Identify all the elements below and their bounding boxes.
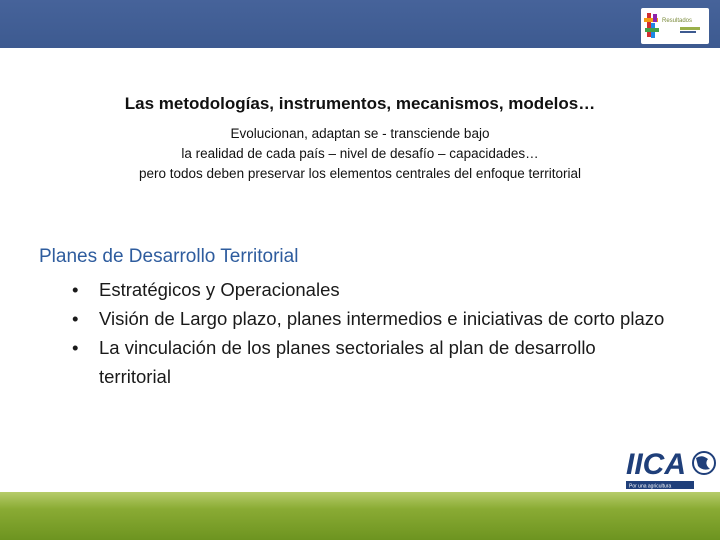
bullet-icon: •: [72, 279, 79, 300]
svg-text:Resultados: Resultados: [662, 18, 693, 24]
bullet-item: [72, 275, 672, 304]
header-bar: [0, 0, 720, 48]
bullet-text: Estratégicos y Operacionales: [99, 279, 340, 300]
bullet-icon: •: [72, 337, 79, 358]
svg-text:IICA: IICA: [626, 448, 686, 481]
subtitle-line: Evolucionan, adaptan se - transciende bajo: [230, 126, 490, 141]
slide-title: Las metodologías, instrumentos, mecanismos, modelos…: [124, 94, 596, 113]
footer-bar: [0, 492, 720, 540]
resultados-logo: [641, 8, 709, 44]
bullet-text: Visión de Largo plazo, planes intermedios e iniciativas de corto plazo: [99, 308, 665, 329]
subtitle-line: la realidad de cada país – nivel de desafío – capacidades…: [181, 146, 539, 161]
bullet-list: [72, 275, 672, 391]
bullet-item: [72, 333, 672, 391]
subtitle-line: pero todos deben preservar los elementos centrales del enfoque territorial: [138, 166, 581, 181]
bullet-icon: •: [72, 308, 79, 329]
iica-logo: [624, 444, 716, 492]
bullet-item: [72, 304, 672, 333]
bullet-text: La vinculación de los planes sectoriales al plan de desarrollo territorial: [99, 337, 596, 387]
svg-text:Por una agricultura: Por una agricultura: [629, 483, 672, 490]
slide-subtitle: [0, 124, 720, 184]
section-heading: Planes de Desarrollo Territorial: [39, 246, 299, 267]
